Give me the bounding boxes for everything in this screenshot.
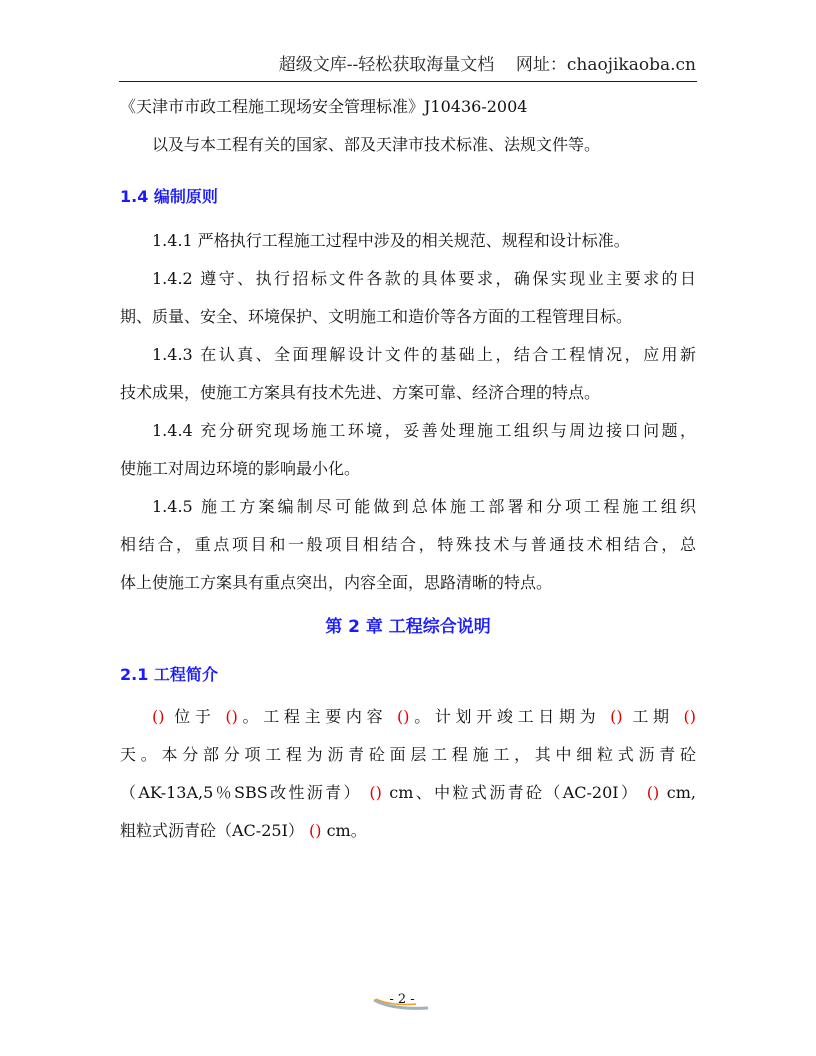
reference-line: 以及与本工程有关的国家、部及天津市技术标准、法规文件等。 <box>152 135 601 154</box>
text-line: 相结合，重点项目和一般项目相结合，特殊技术与普通技术相结合，总 <box>120 535 696 554</box>
text: 。计划开竣工日期为 <box>409 707 601 726</box>
text: 位于 <box>174 707 216 726</box>
section-heading: 2.1 工程简介 <box>120 665 218 684</box>
text-line: 技术成果，使施工方案具有技术先进、方案可靠、经济合理的特点。 <box>120 383 601 402</box>
blank-field: () <box>225 707 238 726</box>
section-heading: 1.4 编制原则 <box>120 187 218 206</box>
blank-field: () <box>683 707 696 726</box>
page-number-text: - 2 - <box>389 992 415 1007</box>
text-line: 1.4.4 充分研究现场施工环境，妥善处理施工组织与周边接口问题， <box>152 421 696 440</box>
text-line: 使施工对周边环境的影响最小化。 <box>120 459 361 478</box>
blank-field: () <box>397 707 410 726</box>
blank-field: () <box>152 707 165 726</box>
text-line: 期、质量、安全、环境保护、文明施工和造价等各方面的工程管理目标。 <box>120 307 633 326</box>
chapter-heading: 第 2 章 工程综合说明 <box>325 617 491 637</box>
page-number <box>372 992 432 1012</box>
reference-line: 《天津市市政工程施工现场安全管理标准》J10436-2004 <box>120 97 528 116</box>
text: cm、中粒式沥青砼（AC-20I） <box>389 783 640 802</box>
blank-field: () <box>308 821 322 840</box>
text-line <box>120 782 696 804</box>
text-line: 1.4.1 严格执行工程施工过程中涉及的相关规范、规程和设计标准。 <box>152 231 630 250</box>
header-url: 网址：chaojikaoba.cn <box>515 55 696 75</box>
text-line <box>120 706 696 728</box>
text-line: 1.4.2 遵守、执行招标文件各款的具体要求，确保实现业主要求的日 <box>152 269 696 288</box>
blank-field: () <box>610 707 623 726</box>
text: cm, <box>666 783 696 802</box>
text: （AK-13A,5％SBS改性沥青） <box>120 783 362 802</box>
text: 粗粒式沥青砼（AC-25I） <box>120 821 304 840</box>
page-header <box>279 50 696 75</box>
text-line: 天。本分部分项工程为沥青砼面层工程施工，其中细粒式沥青砼 <box>120 745 696 764</box>
header-divider <box>119 81 697 82</box>
header-title: 超级文库--轻松获取海量文档 <box>278 55 495 75</box>
text-line: 1.4.5 施工方案编制尽可能做到总体施工部署和分项工程施工组织 <box>152 497 696 516</box>
text: cm。 <box>326 821 367 840</box>
text-line: 体上使施工方案具有重点突出，内容全面，思路清晰的特点。 <box>120 573 553 592</box>
blank-field: () <box>646 783 660 802</box>
text: 工期 <box>632 707 674 726</box>
text: 。工程主要内容 <box>237 707 388 726</box>
blank-field: () <box>369 783 382 802</box>
text-line: 1.4.3 在认真、全面理解设计文件的基础上，结合工程情况，应用新 <box>152 345 696 364</box>
text-line <box>120 820 696 842</box>
